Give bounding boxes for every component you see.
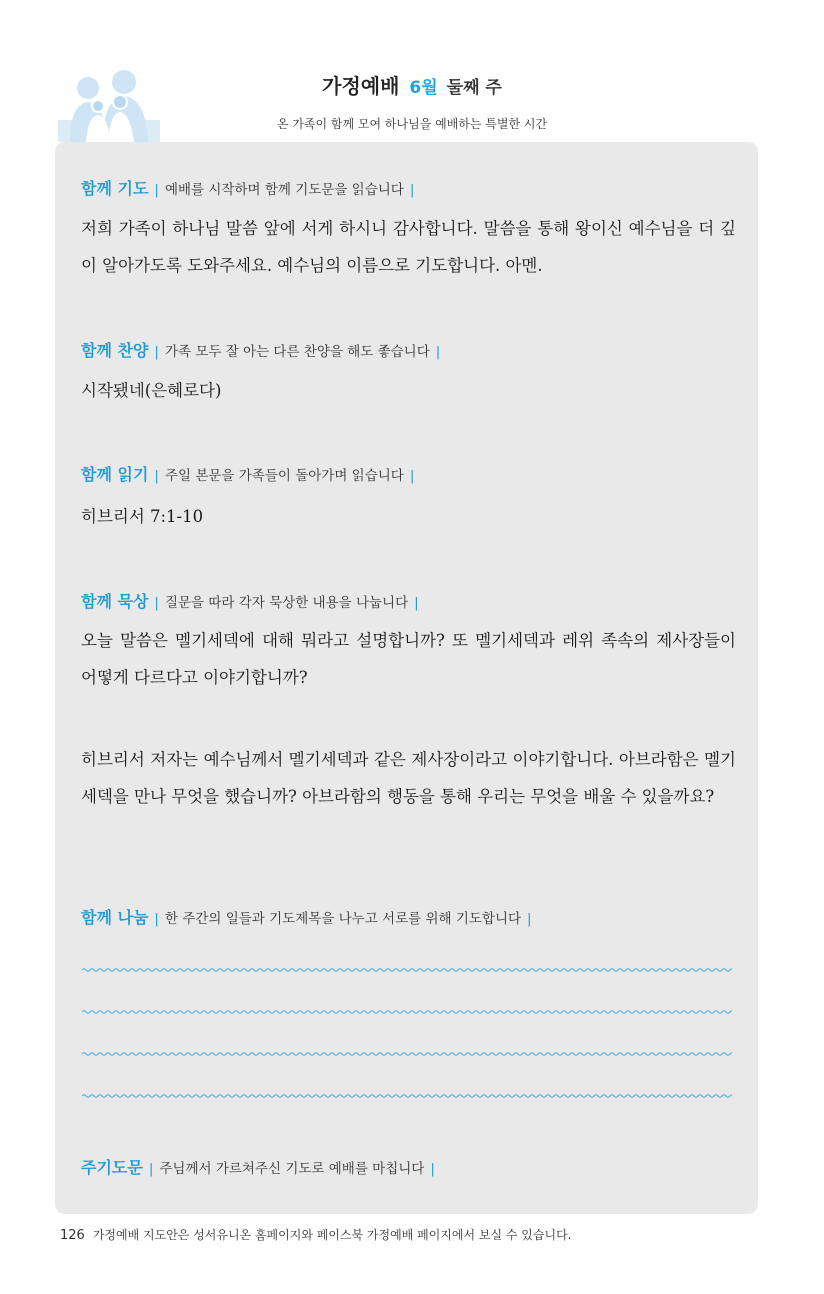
section-lords-prayer-heading <box>81 1155 441 1178</box>
divider-bar: | <box>527 911 532 927</box>
page-subtitle: 온 가족이 함께 모여 하나님을 예배하는 특별한 시간 <box>276 117 548 131</box>
section-sharing-heading <box>81 905 538 928</box>
divider-bar: | <box>154 182 159 198</box>
section-meditation-heading <box>81 589 425 612</box>
divider-bar: | <box>430 1161 435 1177</box>
writing-line-1 <box>82 966 732 974</box>
divider-bar: | <box>154 911 159 927</box>
section-meditation-label: 함께 묵상 <box>81 592 149 611</box>
writing-line-2 <box>82 1008 732 1016</box>
meditation-question-2: 히브리서 저자는 예수님께서 멜기세덱과 같은 제사장이라고 이야기합니다. 아브라함은 멜기세덱을 만나 무엇을 했습니까? 아브라함의 행동을 통해 우리는 무엇을 배울 수 있을까요? <box>81 750 736 806</box>
title-text: 가정예배 <box>322 74 400 98</box>
section-sharing-label: 함께 나눔 <box>81 908 149 927</box>
praise-text: 시작됐네(은혜로다) <box>81 381 222 400</box>
title-week: 둘째 주 <box>446 78 502 98</box>
section-reading-label: 함께 읽기 <box>81 465 149 484</box>
writing-line-3 <box>82 1050 732 1058</box>
section-lords-prayer-desc: 주님께서 가르쳐주신 기도로 예배를 마칩니다 <box>159 1161 425 1177</box>
section-reading-heading <box>81 462 420 485</box>
divider-bar: | <box>409 468 415 484</box>
section-prayer-heading <box>81 176 420 199</box>
section-prayer-desc: 예배를 시작하며 함께 기도문을 읽습니다 <box>164 182 404 198</box>
divider-bar: | <box>435 344 441 360</box>
title-month: 6월 <box>409 78 438 98</box>
section-reading-desc: 주일 본문을 가족들이 돌아가며 읽습니다 <box>164 468 404 484</box>
divider-bar: | <box>154 344 159 360</box>
divider-bar: | <box>414 595 419 611</box>
writing-line-4 <box>82 1092 732 1100</box>
section-lords-prayer-label: 주기도문 <box>81 1158 143 1177</box>
divider-bar: | <box>154 468 159 484</box>
page-footer <box>60 1226 571 1243</box>
divider-bar: | <box>148 1161 154 1177</box>
divider-bar: | <box>154 595 159 611</box>
meditation-question-1: 오늘 말씀은 멜기세덱에 대해 뭐라고 설명합니까? 또 멜기세덱과 레위 족속의 제사장들이 어떻게 다르다고 이야기합니까? <box>81 631 736 687</box>
divider-bar: | <box>409 182 415 198</box>
page-title <box>0 70 824 99</box>
section-praise-heading <box>81 338 446 361</box>
section-praise-label: 함께 찬양 <box>81 341 149 360</box>
prayer-text: 저희 가족이 하나님 말씀 앞에 서게 하시니 감사합니다. 말씀을 통해 왕이신 예수님을 더 깊이 알아가도록 도와주세요. 예수님의 이름으로 기도합니다. 아멘. <box>81 219 736 275</box>
section-meditation-desc: 질문을 따라 각자 묵상한 내용을 나눕니다 <box>164 595 409 611</box>
footer-note: 가정예배 지도안은 성서유니온 홈페이지와 페이스북 가정예배 페이지에서 보실 수 있습니다. <box>92 1228 572 1242</box>
reading-text: 히브리서 7:1-10 <box>81 507 204 526</box>
section-sharing-desc: 한 주간의 일들과 기도제목을 나누고 서로를 위해 기도합니다 <box>164 911 522 927</box>
section-praise-desc: 가족 모두 잘 아는 다른 찬양을 해도 좋습니다 <box>164 344 430 360</box>
section-prayer-label: 함께 기도 <box>81 179 149 198</box>
page-number: 126 <box>60 1228 85 1243</box>
